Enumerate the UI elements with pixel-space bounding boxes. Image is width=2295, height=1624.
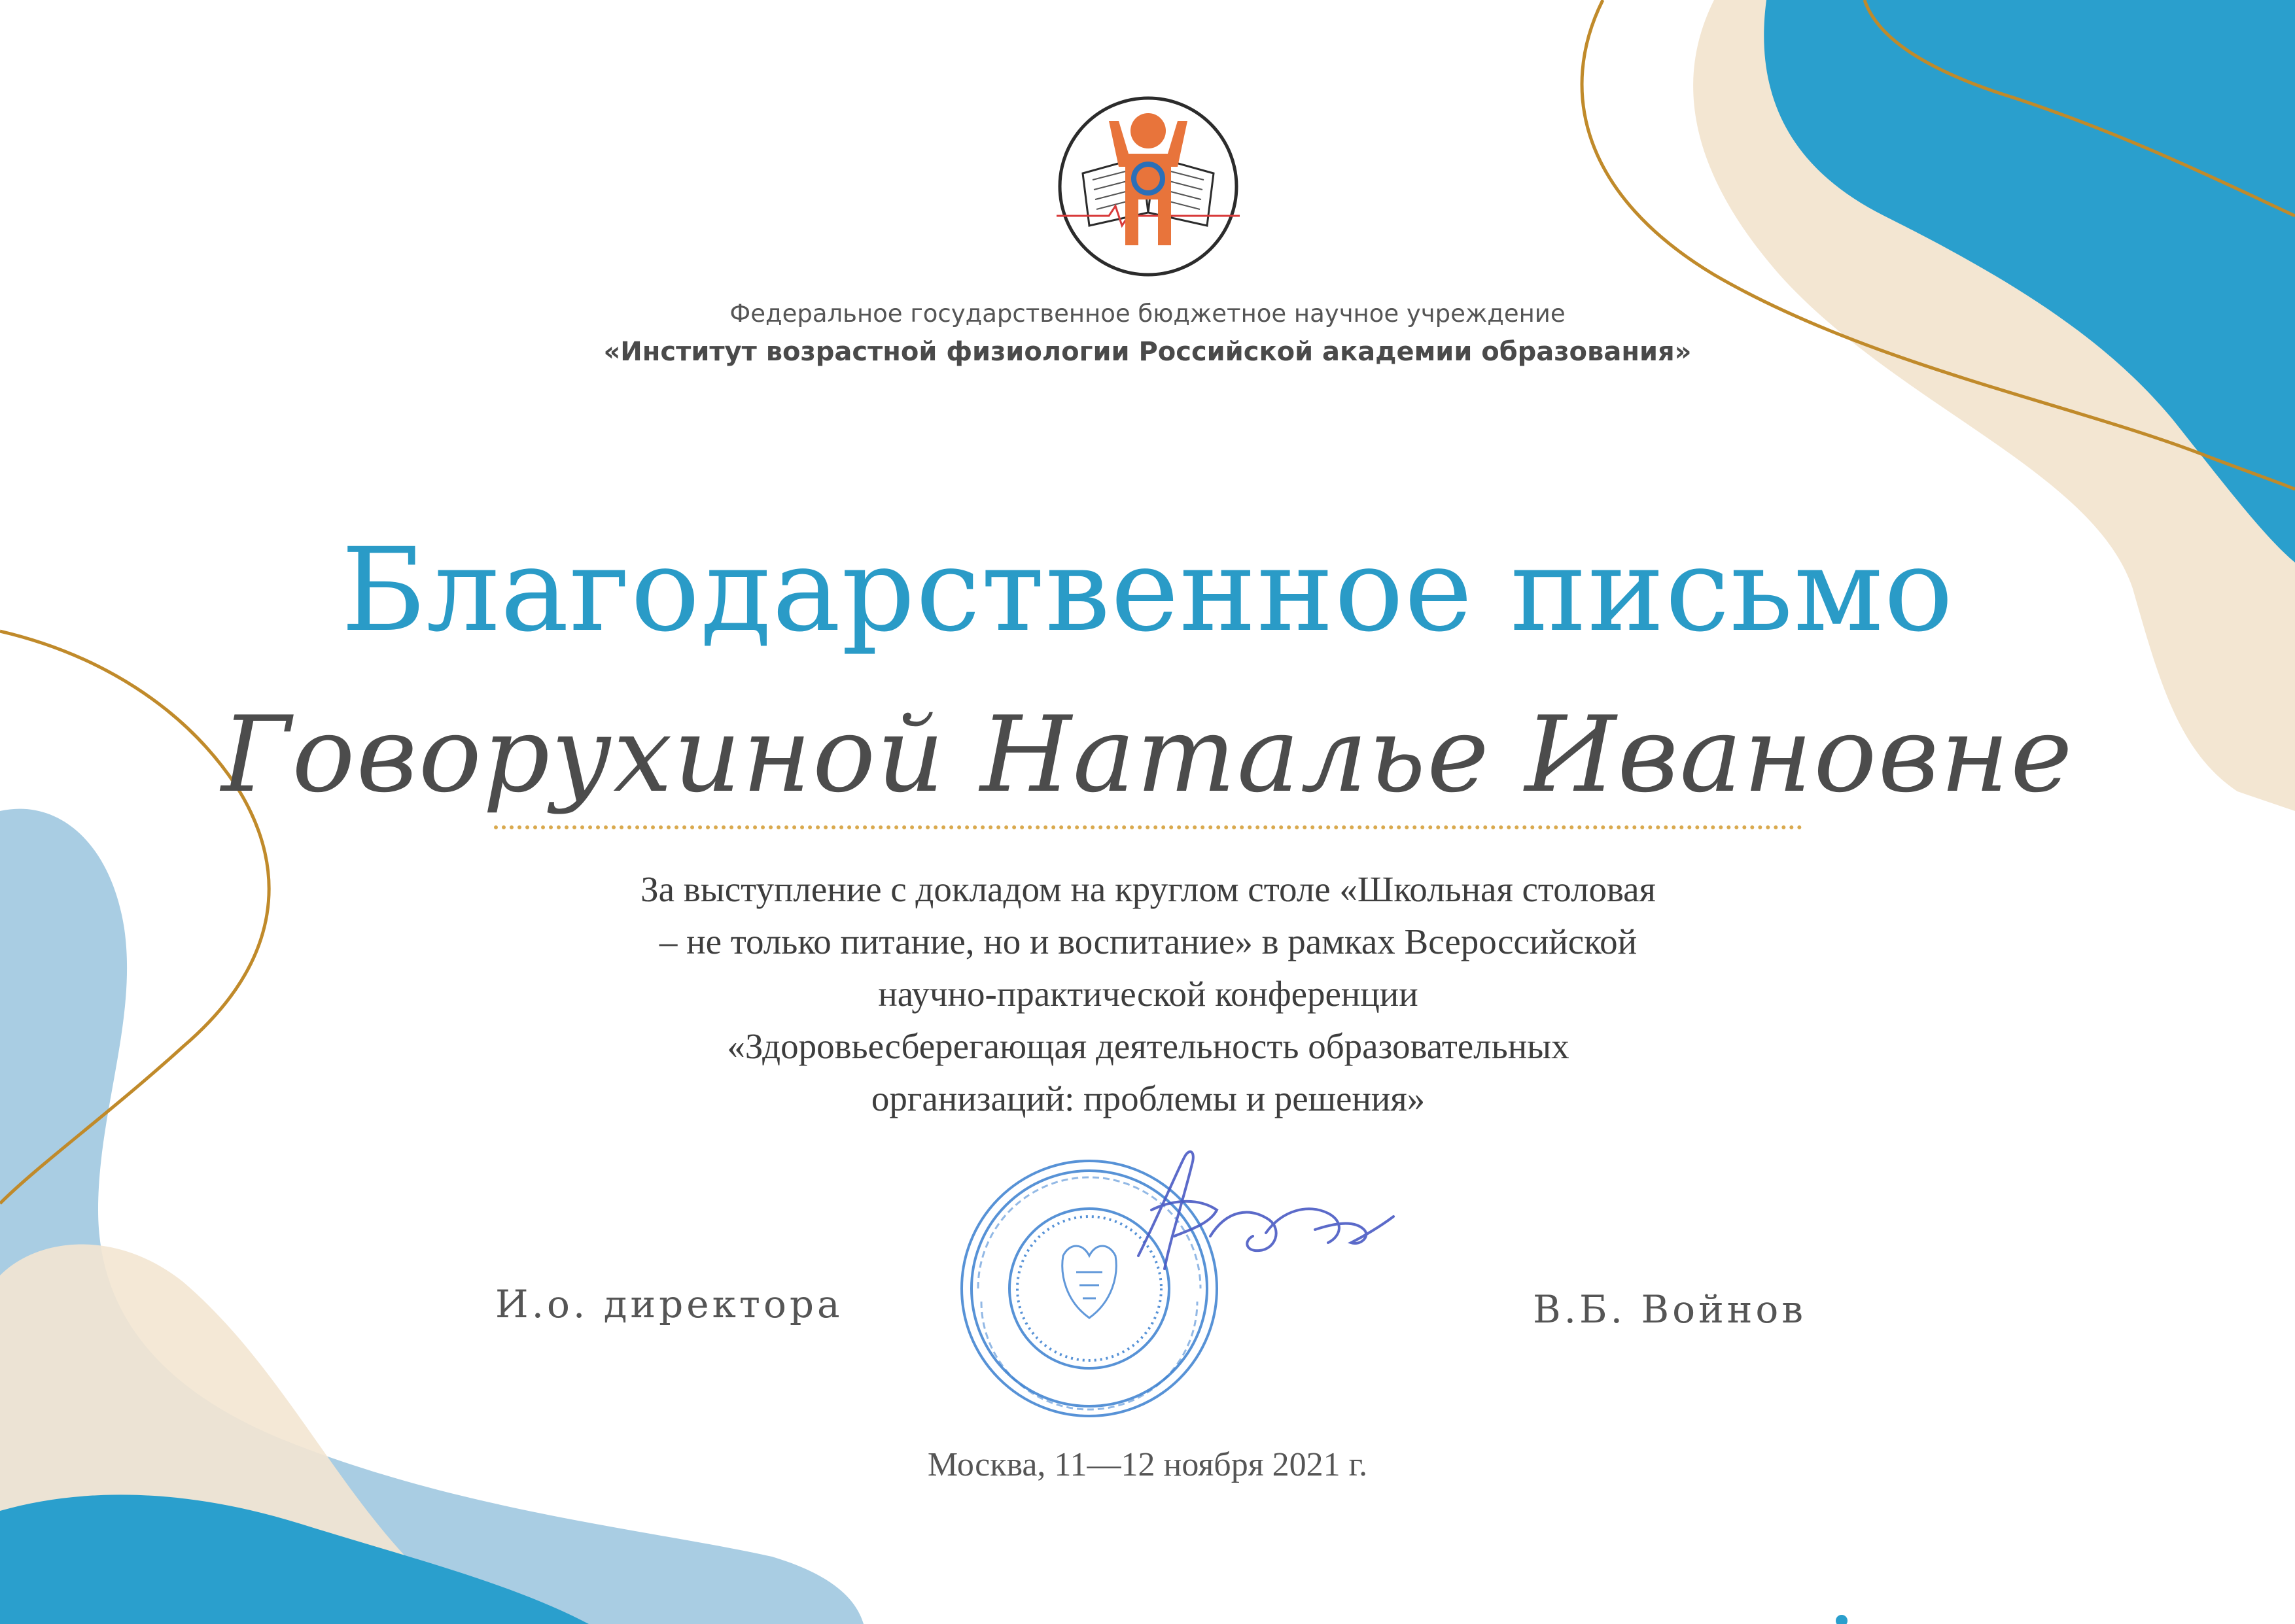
signatory-position: И.о. директора (495, 1282, 843, 1326)
body-line: За выступление с докладом на круглом столе «Школьная столовая (640, 869, 1656, 909)
institution-line-1: Федеральное государственное бюджетное научное учреждение (729, 300, 1566, 328)
certificate-title: Благодарственное письмо (341, 523, 1954, 657)
certificate-body (510, 863, 1786, 1125)
place-and-date: Москва, 11—12 ноября 2021 г. (927, 1446, 1368, 1483)
decor-dot (1836, 1615, 1848, 1624)
body-line: научно-практической конференции (878, 974, 1418, 1014)
director-signature (1112, 1138, 1413, 1295)
body-line: организаций: проблемы и решения» (871, 1079, 1426, 1118)
recipient-dotted-underline (494, 825, 1802, 829)
institute-logo (1047, 95, 1250, 281)
recipient-name: Говорухиной Наталье Ивановне (221, 693, 2074, 816)
institution-line-2: «Институт возрастной физиологии Российской академии образования» (603, 337, 1692, 367)
signatory-name: В.Б. Войнов (1533, 1287, 1806, 1332)
body-line: – не только питание, но и воспитание» в рамках Всероссийской (659, 922, 1638, 961)
body-line: «Здоровьесберегающая деятельность образовательных (727, 1026, 1569, 1066)
